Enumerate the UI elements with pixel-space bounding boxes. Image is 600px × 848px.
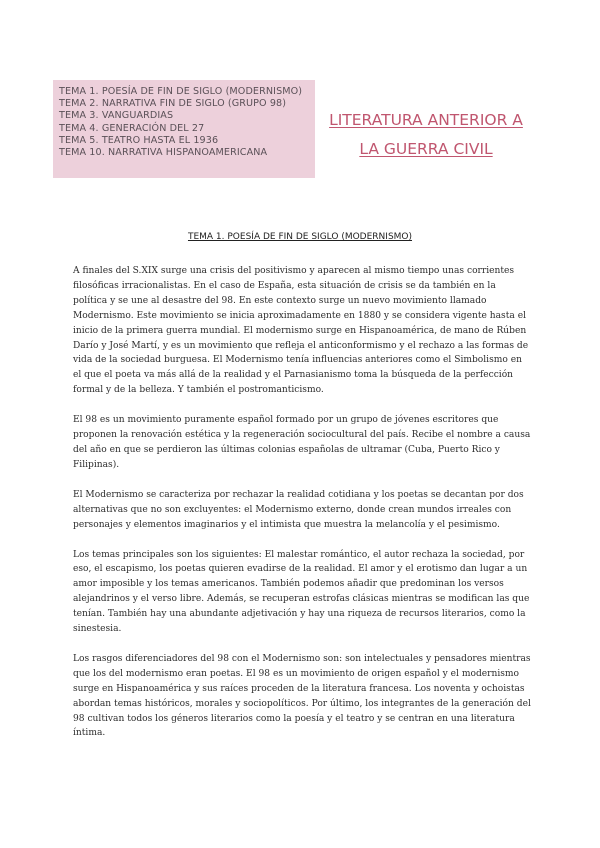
document-body xyxy=(73,264,531,756)
paragraph: Los temas principales son los siguientes: El malestar romántico, el autor rechaza la sociedad, por eso, el escapismo, los poetas quieren evadirse de la realidad. El amor y el erotismo dan lugar a un amor imposible y los temas americanos. También podemos añadir que predominan los versos alejandrinos y el verso libre. Además, se recuperan estrofas clásicas mientras se modifican las que tenían. También hay una abundante adjetivación y hay una riqueza de recursos literarios, como la sinestesia. xyxy=(73,549,530,635)
topic-item: TEMA 2. NARRATIVA FIN DE SIGLO (GRUPO 98) xyxy=(59,98,287,110)
topic-item: TEMA 3. VANGUARDIAS xyxy=(59,110,174,122)
topic-item: TEMA 4. GENERACIÓN DEL 27 xyxy=(59,122,205,134)
section-heading: TEMA 1. POESÍA DE FIN DE SIGLO (MODERNISMO) xyxy=(187,232,413,242)
paragraph: El 98 es un movimiento puramente español formado por un grupo de jóvenes escritores que proponen la renovación estética y la regeneración sociocultural del país. Recibe el nombre a causa del año en que se perdieron las últimas colonias españolas de ultramar (Cuba, Puerto Rico y Filipinas). xyxy=(73,415,531,470)
paragraph: El Modernismo se caracteriza por rechazar la realidad cotidiana y los poetas se decantan por dos alternativas que no son excluyentes: el Modernismo externo, donde crean mundos irreales con personajes y elementos imaginarios y el intimista que muestra la melancolía y el pesimismo. xyxy=(73,489,524,530)
topic-item: TEMA 10. NARRATIVA HISPANOAMERICANA xyxy=(59,147,268,159)
topics-list-box xyxy=(53,80,315,178)
topic-item: TEMA 1. POESÍA DE FIN DE SIGLO (MODERNISMO) xyxy=(59,86,303,97)
topic-item: TEMA 5. TEATRO HASTA EL 1936 xyxy=(59,134,219,146)
paragraph: Los rasgos diferenciadores del 98 con el Modernismo son: son intelectuales y pensadores mientras que los del modernismo eran poetas. El 98 es un movimiento de origen español y el modernismo surge en Hispanoamérica y sus raíces proceden de la literatura francesa. Los noventa y ochoistas abordan temas históricos, morales y sociopolíticos. Por último, los integrantes de la generación del 98 cultivan todos los géneros literarios como la poesía y el teatro y se centran en una literatura íntima. xyxy=(73,653,531,739)
document-title: LITERATURA ANTERIOR A LA GUERRA CIVIL xyxy=(329,111,523,158)
paragraph: A finales del S.XIX surge una crisis del positivismo y aparecen al mismo tiempo unas corrientes filosóficas irracionalistas. En el caso de España, esta situación de crisis se da también en la política y se une al desastre del 98. En este contexto surge un nuevo movimiento llamado Modernismo. Este movimiento se inicia aproximadamente en 1880 y se considera vigente hasta el inicio de la primera guerra mundial. El modernismo surge en Hispanoamérica, de mano de Rúben Darío y José Martí, y es un movimiento que refleja el anticonformismo y el rechazo a las formas de vida de la sociedad burguesa. El Modernismo tenía influencias anteriores como el Simbolismo en el que el poeta va más allá de la realidad y el Parnasianismo toma la búsqueda de la perfección formal y de la belleza. Y también el postromanticismo. xyxy=(73,266,529,396)
